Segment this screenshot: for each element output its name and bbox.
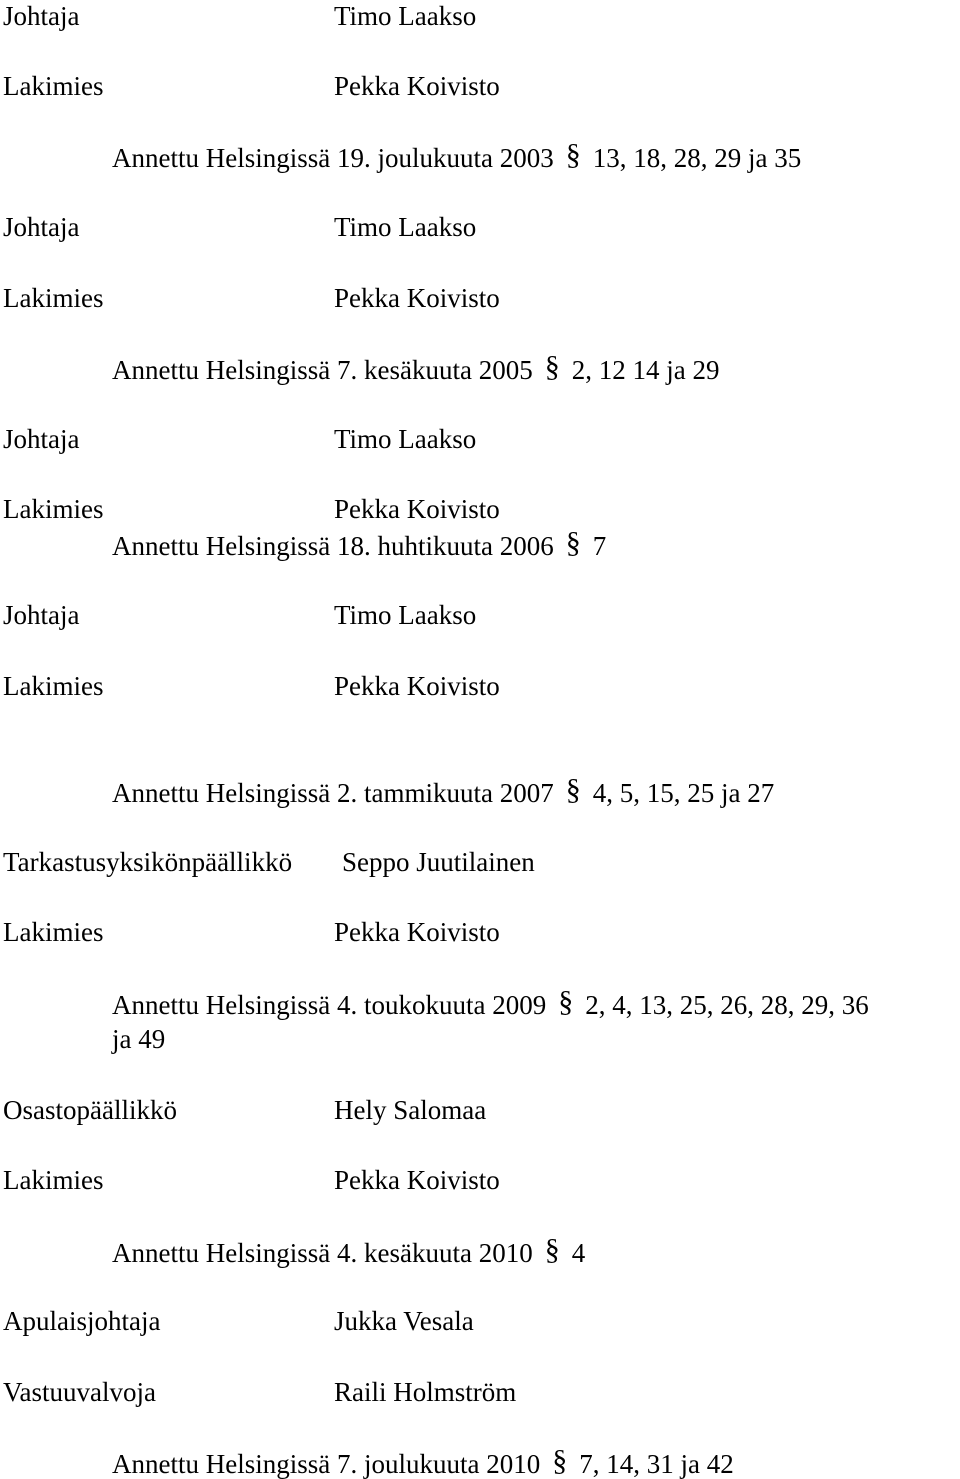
signature-name: Pekka Koivisto: [334, 917, 500, 947]
signature-name: Pekka Koivisto: [334, 671, 500, 701]
signature-name: Timo Laakso: [334, 600, 477, 630]
signature-name: Pekka Koivisto: [334, 71, 500, 101]
given-sections: 2, 12 14 ja 29: [571, 355, 720, 385]
given-sections: 4, 5, 15, 25 ja 27: [592, 778, 775, 808]
signature-name: Raili Holmström: [334, 1377, 517, 1407]
given-line: [112, 985, 869, 1020]
given-sections: 7: [592, 531, 607, 561]
given-sections-continued: ja 49: [112, 1024, 166, 1054]
section-sign: §: [565, 773, 581, 806]
given-place-date: Annettu Helsingissä 18. huhtikuuta 2006: [112, 531, 554, 561]
given-place-date: Annettu Helsingissä 19. joulukuuta 2003: [112, 143, 554, 173]
given-place-date: Annettu Helsingissä 7. joulukuuta 2010: [112, 1449, 541, 1479]
section-sign: §: [565, 526, 581, 559]
signature-title: Lakimies: [3, 671, 104, 701]
given-place-date: Annettu Helsingissä 4. toukokuuta 2009: [112, 990, 547, 1020]
signature-title: Tarkastusyksikönpäällikkö: [3, 847, 293, 877]
signature-name: Pekka Koivisto: [334, 283, 500, 313]
signature-name: Timo Laakso: [334, 1, 477, 31]
signature-title: Lakimies: [3, 71, 104, 101]
signature-title: Apulaisjohtaja: [3, 1306, 161, 1336]
given-line: [112, 526, 607, 561]
signature-title: Osastopäällikkö: [3, 1095, 177, 1125]
signature-title: Johtaja: [3, 212, 80, 242]
given-place-date: Annettu Helsingissä 4. kesäkuuta 2010: [112, 1238, 533, 1268]
section-sign: §: [544, 1233, 560, 1266]
given-sections: 13, 18, 28, 29 ja 35: [592, 143, 802, 173]
signature-name: Hely Salomaa: [334, 1095, 487, 1125]
given-line: [112, 138, 802, 173]
signature-name: Timo Laakso: [334, 424, 477, 454]
section-sign: §: [544, 350, 560, 383]
given-place-date: Annettu Helsingissä 7. kesäkuuta 2005: [112, 355, 533, 385]
given-sections: 7, 14, 31 ja 42: [579, 1449, 734, 1479]
section-sign: §: [565, 138, 581, 171]
signature-name: Seppo Juutilainen: [342, 847, 535, 877]
signature-name: Timo Laakso: [334, 212, 477, 242]
given-line: [112, 773, 775, 808]
given-line: [112, 350, 720, 385]
section-sign: §: [552, 1444, 568, 1477]
signature-name: Pekka Koivisto: [334, 1165, 500, 1195]
signature-title: Lakimies: [3, 283, 104, 313]
signature-title: Johtaja: [3, 600, 80, 630]
signature-title: Johtaja: [3, 1, 80, 31]
signature-name: Jukka Vesala: [334, 1306, 474, 1336]
given-line: [112, 1233, 586, 1268]
given-place-date: Annettu Helsingissä 2. tammikuuta 2007: [112, 778, 554, 808]
section-sign: §: [558, 985, 574, 1018]
given-sections: 4: [571, 1238, 586, 1268]
signature-title: Lakimies: [3, 494, 104, 524]
given-line: [112, 1444, 734, 1479]
given-sections: 2, 4, 13, 25, 26, 28, 29, 36: [585, 990, 869, 1020]
signature-title: Johtaja: [3, 424, 80, 454]
signature-title: Lakimies: [3, 1165, 104, 1195]
signature-title: Vastuuvalvoja: [3, 1377, 156, 1407]
signature-title: Lakimies: [3, 917, 104, 947]
signature-name: Pekka Koivisto: [334, 494, 500, 524]
